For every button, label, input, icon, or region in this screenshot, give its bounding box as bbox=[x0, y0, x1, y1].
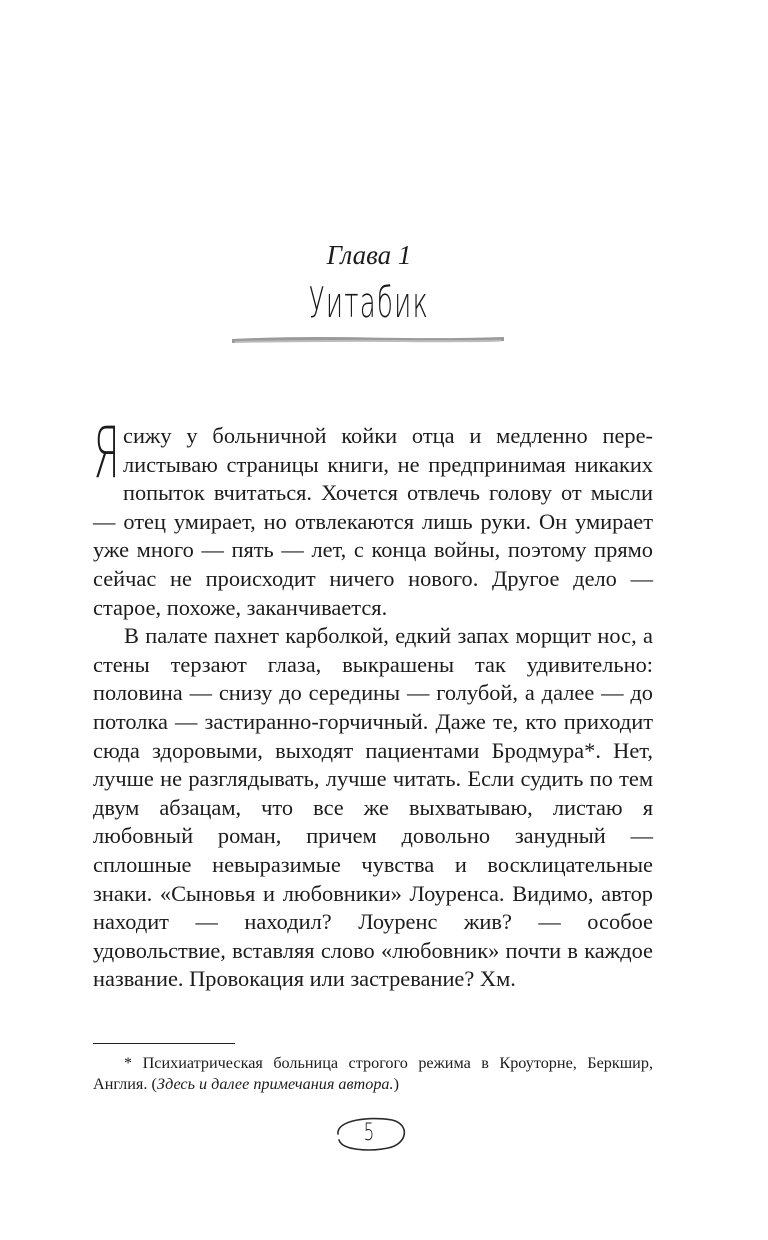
footnote-closing: ) bbox=[393, 1075, 399, 1093]
footnote-text: * Психиатрическая больница строгого режима в Кроуторне, Беркшир, Англия. ( bbox=[93, 1054, 653, 1093]
page-number-badge bbox=[330, 1112, 410, 1154]
chapter-label: Глава 1 bbox=[326, 240, 412, 270]
chapter-body bbox=[93, 412, 653, 994]
footnote bbox=[93, 1053, 653, 1095]
footnote-italic: Здесь и далее примечания автора. bbox=[156, 1075, 394, 1093]
chapter-title: Уитабик bbox=[308, 278, 430, 327]
page-number: 5 bbox=[363, 1118, 375, 1146]
paragraph-1-text: сижу у больничной койки отца и медленно перелистываю страницы книги, не предпринимая никаких попыток вчитаться. Хочется отвлечь голову от мысли — отец умирает, но отвлекаются лишь руки. Он умирает уже много — пять — лет, с конца войны, поэтому прямо сейчас не происходит ничего нового. Другое дело — старое, похоже, заканчивается. bbox=[93, 423, 653, 620]
footnote-divider bbox=[93, 1043, 235, 1044]
title-underline bbox=[232, 336, 504, 344]
paragraph-1 bbox=[93, 412, 653, 622]
paragraph-2: В палате пахнет карболкой, едкий запах морщит нос, а стены терзают глаза, выкрашены так удивительно: половина — снизу до середины — голубой, а далее — до потолка — застиранно-горчичный. Даже те, кто приходит сюда здоровыми, выходят пациентами Бродмура*. Нет, лучше не разглядывать, лучше читать. Если судить по тем двум абзацам, что все же выхватываю, листаю я любовный роман, причем довольно занудный — сплошные невыразимые чувства и восклицательные знаки. «Сыновья и любовники» Лоуренса. Видимо, автор находит — находил? Лоуренс жив? — особое удовольствие, вставляя слово «любовник» почти в каждое название. Провокация или застревание? Хм. bbox=[93, 623, 653, 992]
drop-cap: Я bbox=[93, 412, 120, 494]
